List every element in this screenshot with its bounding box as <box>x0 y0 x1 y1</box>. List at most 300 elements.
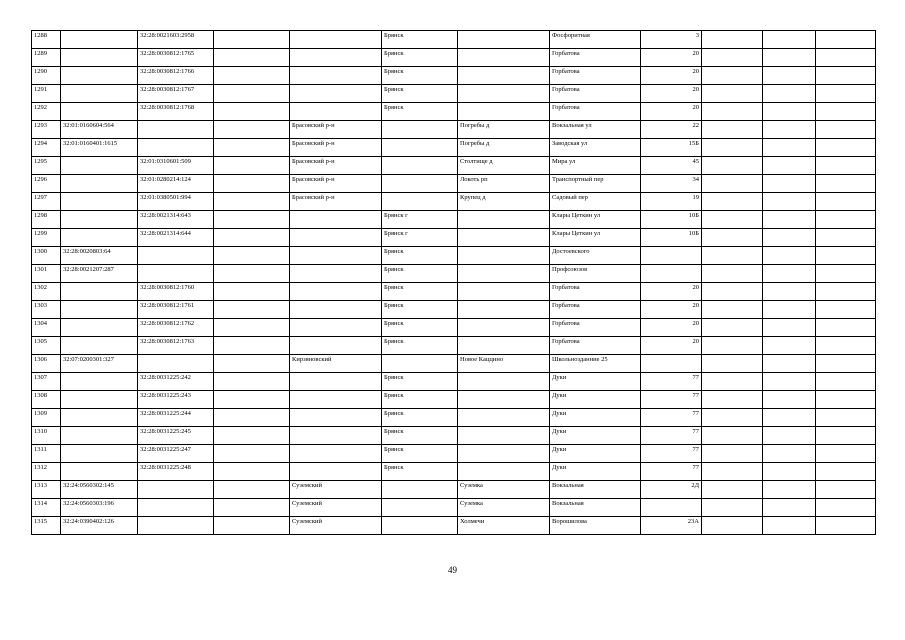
settlement-cell: Погребы д <box>458 121 550 139</box>
district-cell <box>290 427 382 445</box>
empty-cell <box>702 121 763 139</box>
empty-cell <box>702 319 763 337</box>
row-id-cell: 1298 <box>32 211 61 229</box>
empty-cell <box>214 337 290 355</box>
cadastral-number-cell: 32:24:0390402:126 <box>61 517 138 535</box>
empty-cell <box>214 373 290 391</box>
house-number-cell: 20 <box>641 67 702 85</box>
table-row <box>32 247 876 265</box>
empty-cell <box>763 49 816 67</box>
city-cell <box>382 517 458 535</box>
street-cell: Заводская ул <box>550 139 641 157</box>
settlement-cell <box>458 247 550 265</box>
house-number-cell: 20 <box>641 283 702 301</box>
cadastral-number-alt-cell <box>138 247 214 265</box>
street-cell: Школьнозданние 25 <box>550 355 641 373</box>
cadastral-number-alt-cell: 32:28:0021603:2958 <box>138 31 214 49</box>
table-row <box>32 175 876 193</box>
row-id-cell: 1302 <box>32 283 61 301</box>
table-row <box>32 463 876 481</box>
empty-cell <box>214 247 290 265</box>
empty-cell <box>816 463 876 481</box>
empty-cell <box>702 391 763 409</box>
cadastral-number-cell <box>61 175 138 193</box>
empty-cell <box>214 85 290 103</box>
empty-cell <box>763 301 816 319</box>
empty-cell <box>702 49 763 67</box>
district-cell <box>290 265 382 283</box>
empty-cell <box>702 427 763 445</box>
house-number-cell: 23А <box>641 517 702 535</box>
empty-cell <box>763 229 816 247</box>
house-number-cell: 77 <box>641 373 702 391</box>
empty-cell <box>702 175 763 193</box>
settlement-cell: Новое Каццино <box>458 355 550 373</box>
house-number-cell: 77 <box>641 391 702 409</box>
city-cell: Брянск <box>382 391 458 409</box>
settlement-cell <box>458 391 550 409</box>
city-cell <box>382 193 458 211</box>
house-number-cell: 22 <box>641 121 702 139</box>
city-cell: Брянск г <box>382 229 458 247</box>
cadastral-number-alt-cell: 32:28:0030812:1762 <box>138 319 214 337</box>
district-cell <box>290 409 382 427</box>
cadastral-number-cell <box>61 427 138 445</box>
cadastral-number-alt-cell: 32:28:0030812:1765 <box>138 49 214 67</box>
cadastral-number-alt-cell <box>138 121 214 139</box>
cadastral-number-alt-cell: 32:28:0030812:1763 <box>138 337 214 355</box>
empty-cell <box>214 463 290 481</box>
empty-cell <box>214 391 290 409</box>
cadastral-number-cell: 32:24:0560302:145 <box>61 481 138 499</box>
table-row <box>32 355 876 373</box>
house-number-cell <box>641 499 702 517</box>
city-cell <box>382 481 458 499</box>
empty-cell <box>816 517 876 535</box>
district-cell <box>290 319 382 337</box>
district-cell <box>290 85 382 103</box>
city-cell: Брянск <box>382 427 458 445</box>
empty-cell <box>763 283 816 301</box>
street-cell: Мира ул <box>550 157 641 175</box>
street-cell: Горбатова <box>550 337 641 355</box>
empty-cell <box>763 409 816 427</box>
empty-cell <box>214 31 290 49</box>
house-number-cell: 3 <box>641 31 702 49</box>
empty-cell <box>702 211 763 229</box>
settlement-cell <box>458 301 550 319</box>
table-row <box>32 139 876 157</box>
cadastral-number-alt-cell: 32:28:0031225:247 <box>138 445 214 463</box>
empty-cell <box>702 445 763 463</box>
cadastral-number-cell <box>61 157 138 175</box>
city-cell <box>382 157 458 175</box>
street-cell: Садовый пер <box>550 193 641 211</box>
city-cell: Брянск <box>382 373 458 391</box>
empty-cell <box>214 427 290 445</box>
empty-cell <box>702 283 763 301</box>
table-row <box>32 49 876 67</box>
row-id-cell: 1313 <box>32 481 61 499</box>
register-table <box>31 30 876 535</box>
house-number-cell: 20 <box>641 103 702 121</box>
cadastral-number-cell <box>61 391 138 409</box>
district-cell <box>290 103 382 121</box>
empty-cell <box>214 193 290 211</box>
empty-cell <box>816 427 876 445</box>
settlement-cell <box>458 31 550 49</box>
empty-cell <box>816 247 876 265</box>
empty-cell <box>816 283 876 301</box>
cadastral-number-alt-cell: 32:28:0030812:1761 <box>138 301 214 319</box>
cadastral-number-cell <box>61 49 138 67</box>
empty-cell <box>763 319 816 337</box>
city-cell <box>382 121 458 139</box>
empty-cell <box>702 265 763 283</box>
empty-cell <box>702 463 763 481</box>
empty-cell <box>816 481 876 499</box>
empty-cell <box>816 175 876 193</box>
row-id-cell: 1314 <box>32 499 61 517</box>
row-id-cell: 1288 <box>32 31 61 49</box>
cadastral-number-cell: 32:07:0200301:327 <box>61 355 138 373</box>
cadastral-number-cell <box>61 337 138 355</box>
empty-cell <box>763 355 816 373</box>
empty-cell <box>816 229 876 247</box>
street-cell: Профсоюзов <box>550 265 641 283</box>
empty-cell <box>214 211 290 229</box>
empty-cell <box>214 481 290 499</box>
cadastral-number-cell <box>61 193 138 211</box>
city-cell: Брянск <box>382 247 458 265</box>
empty-cell <box>214 157 290 175</box>
house-number-cell: 19 <box>641 193 702 211</box>
empty-cell <box>763 211 816 229</box>
city-cell: Брянск <box>382 103 458 121</box>
house-number-cell: 20 <box>641 319 702 337</box>
empty-cell <box>816 31 876 49</box>
empty-cell <box>816 373 876 391</box>
district-cell <box>290 283 382 301</box>
cadastral-number-cell <box>61 67 138 85</box>
settlement-cell <box>458 283 550 301</box>
row-id-cell: 1295 <box>32 157 61 175</box>
empty-cell <box>816 67 876 85</box>
district-cell <box>290 67 382 85</box>
empty-cell <box>816 337 876 355</box>
table-row <box>32 31 876 49</box>
city-cell: Брянск <box>382 301 458 319</box>
table-row <box>32 85 876 103</box>
cadastral-number-alt-cell <box>138 265 214 283</box>
cadastral-number-cell <box>61 409 138 427</box>
cadastral-number-alt-cell: 32:28:0021314:644 <box>138 229 214 247</box>
cadastral-number-alt-cell <box>138 499 214 517</box>
row-id-cell: 1305 <box>32 337 61 355</box>
row-id-cell: 1312 <box>32 463 61 481</box>
settlement-cell <box>458 67 550 85</box>
city-cell <box>382 355 458 373</box>
empty-cell <box>702 31 763 49</box>
street-cell: Фосфоритная <box>550 31 641 49</box>
settlement-cell <box>458 445 550 463</box>
city-cell <box>382 175 458 193</box>
cadastral-number-cell <box>61 103 138 121</box>
city-cell: Брянск г <box>382 211 458 229</box>
district-cell: Суземский <box>290 481 382 499</box>
empty-cell <box>763 463 816 481</box>
table-row <box>32 103 876 121</box>
cadastral-number-alt-cell <box>138 355 214 373</box>
district-cell: Брасовский р-н <box>290 175 382 193</box>
street-cell: Горбатова <box>550 301 641 319</box>
cadastral-number-cell: 32:28:0020803:64 <box>61 247 138 265</box>
street-cell: Горбатова <box>550 85 641 103</box>
city-cell: Брянск <box>382 319 458 337</box>
street-cell: Дуки <box>550 427 641 445</box>
house-number-cell <box>641 355 702 373</box>
table-row <box>32 319 876 337</box>
empty-cell <box>763 445 816 463</box>
table-row <box>32 373 876 391</box>
cadastral-number-cell: 32:01:0160604:564 <box>61 121 138 139</box>
district-cell <box>290 247 382 265</box>
empty-cell <box>763 175 816 193</box>
cadastral-number-cell <box>61 85 138 103</box>
settlement-cell: Суземка <box>458 499 550 517</box>
empty-cell <box>214 49 290 67</box>
empty-cell <box>702 229 763 247</box>
house-number-cell: 77 <box>641 409 702 427</box>
settlement-cell: Суземка <box>458 481 550 499</box>
empty-cell <box>702 67 763 85</box>
empty-cell <box>763 157 816 175</box>
empty-cell <box>816 445 876 463</box>
row-id-cell: 1304 <box>32 319 61 337</box>
street-cell: Дуки <box>550 409 641 427</box>
empty-cell <box>816 265 876 283</box>
table-row <box>32 283 876 301</box>
empty-cell <box>816 499 876 517</box>
row-id-cell: 1296 <box>32 175 61 193</box>
table-row <box>32 499 876 517</box>
district-cell: Суземский <box>290 517 382 535</box>
row-id-cell: 1307 <box>32 373 61 391</box>
street-cell: Горбатова <box>550 319 641 337</box>
row-id-cell: 1310 <box>32 427 61 445</box>
city-cell: Брянск <box>382 31 458 49</box>
table-row <box>32 67 876 85</box>
settlement-cell <box>458 103 550 121</box>
cadastral-number-cell <box>61 229 138 247</box>
cadastral-number-alt-cell: 32:28:0030812:1768 <box>138 103 214 121</box>
city-cell: Брянск <box>382 49 458 67</box>
row-id-cell: 1315 <box>32 517 61 535</box>
district-cell <box>290 445 382 463</box>
district-cell <box>290 211 382 229</box>
table-row <box>32 211 876 229</box>
street-cell: Вокзальная <box>550 499 641 517</box>
street-cell: Горбатова <box>550 103 641 121</box>
house-number-cell <box>641 247 702 265</box>
empty-cell <box>763 499 816 517</box>
table-row <box>32 337 876 355</box>
empty-cell <box>702 103 763 121</box>
settlement-cell <box>458 211 550 229</box>
cadastral-number-alt-cell: 32:28:0030812:1760 <box>138 283 214 301</box>
house-number-cell: 20 <box>641 85 702 103</box>
district-cell <box>290 373 382 391</box>
empty-cell <box>816 319 876 337</box>
row-id-cell: 1306 <box>32 355 61 373</box>
street-cell: Дуки <box>550 445 641 463</box>
table-row <box>32 481 876 499</box>
settlement-cell: Холмечи <box>458 517 550 535</box>
street-cell: Горбатова <box>550 49 641 67</box>
empty-cell <box>763 103 816 121</box>
street-cell: Транспортный пер <box>550 175 641 193</box>
street-cell: Достоевского <box>550 247 641 265</box>
cadastral-number-alt-cell: 32:01:0280214:124 <box>138 175 214 193</box>
street-cell: Клары Цеткин ул <box>550 229 641 247</box>
cadastral-number-alt-cell: 32:28:0031225:245 <box>138 427 214 445</box>
table-row <box>32 445 876 463</box>
empty-cell <box>763 265 816 283</box>
empty-cell <box>816 103 876 121</box>
district-cell: Суземский <box>290 499 382 517</box>
cadastral-number-cell <box>61 283 138 301</box>
district-cell <box>290 337 382 355</box>
district-cell: Брасовский р-н <box>290 139 382 157</box>
empty-cell <box>214 229 290 247</box>
cadastral-number-cell <box>61 463 138 481</box>
cadastral-number-cell <box>61 319 138 337</box>
empty-cell <box>763 193 816 211</box>
empty-cell <box>816 211 876 229</box>
empty-cell <box>214 445 290 463</box>
settlement-cell <box>458 265 550 283</box>
empty-cell <box>816 85 876 103</box>
cadastral-number-cell: 32:24:0560303:196 <box>61 499 138 517</box>
empty-cell <box>214 355 290 373</box>
cadastral-number-alt-cell: 32:28:0031225:242 <box>138 373 214 391</box>
row-id-cell: 1311 <box>32 445 61 463</box>
settlement-cell: Крупец д <box>458 193 550 211</box>
row-id-cell: 1297 <box>32 193 61 211</box>
table-row <box>32 229 876 247</box>
city-cell <box>382 499 458 517</box>
street-cell: Дуки <box>550 373 641 391</box>
district-cell <box>290 49 382 67</box>
empty-cell <box>763 373 816 391</box>
district-cell <box>290 229 382 247</box>
city-cell: Брянск <box>382 409 458 427</box>
street-cell: Дуки <box>550 463 641 481</box>
settlement-cell: Столтище д <box>458 157 550 175</box>
district-cell: Брасовский р-н <box>290 193 382 211</box>
empty-cell <box>702 301 763 319</box>
house-number-cell: 20 <box>641 337 702 355</box>
house-number-cell: 20 <box>641 301 702 319</box>
house-number-cell: 20 <box>641 49 702 67</box>
district-cell: Брасовский р-н <box>290 157 382 175</box>
empty-cell <box>816 157 876 175</box>
cadastral-number-cell <box>61 301 138 319</box>
district-cell <box>290 463 382 481</box>
settlement-cell <box>458 409 550 427</box>
house-number-cell <box>641 265 702 283</box>
city-cell: Брянск <box>382 283 458 301</box>
empty-cell <box>763 121 816 139</box>
empty-cell <box>214 319 290 337</box>
empty-cell <box>214 67 290 85</box>
cadastral-number-alt-cell: 32:28:0031225:248 <box>138 463 214 481</box>
settlement-cell: Локоть рп <box>458 175 550 193</box>
city-cell: Брянск <box>382 463 458 481</box>
cadastral-number-alt-cell: 32:01:0310601:509 <box>138 157 214 175</box>
empty-cell <box>214 103 290 121</box>
table-row <box>32 391 876 409</box>
empty-cell <box>763 85 816 103</box>
cadastral-number-alt-cell <box>138 517 214 535</box>
row-id-cell: 1292 <box>32 103 61 121</box>
city-cell: Брянск <box>382 337 458 355</box>
empty-cell <box>763 67 816 85</box>
empty-cell <box>214 301 290 319</box>
empty-cell <box>702 193 763 211</box>
cadastral-number-cell <box>61 211 138 229</box>
empty-cell <box>816 139 876 157</box>
street-cell: Горбатова <box>550 67 641 85</box>
house-number-cell: 34 <box>641 175 702 193</box>
cadastral-number-alt-cell: 32:28:0031225:243 <box>138 391 214 409</box>
empty-cell <box>763 139 816 157</box>
empty-cell <box>816 121 876 139</box>
settlement-cell <box>458 427 550 445</box>
table-row <box>32 157 876 175</box>
row-id-cell: 1301 <box>32 265 61 283</box>
row-id-cell: 1289 <box>32 49 61 67</box>
city-cell: Брянск <box>382 265 458 283</box>
empty-cell <box>214 499 290 517</box>
house-number-cell: 10Б <box>641 229 702 247</box>
empty-cell <box>214 175 290 193</box>
cadastral-number-cell <box>61 445 138 463</box>
empty-cell <box>763 391 816 409</box>
district-cell <box>290 301 382 319</box>
empty-cell <box>214 283 290 301</box>
table-row <box>32 121 876 139</box>
row-id-cell: 1309 <box>32 409 61 427</box>
settlement-cell <box>458 463 550 481</box>
settlement-cell: Погребы д <box>458 139 550 157</box>
empty-cell <box>702 85 763 103</box>
settlement-cell <box>458 85 550 103</box>
settlement-cell <box>458 337 550 355</box>
empty-cell <box>702 409 763 427</box>
table-row <box>32 265 876 283</box>
empty-cell <box>702 157 763 175</box>
settlement-cell <box>458 229 550 247</box>
cadastral-number-cell <box>61 373 138 391</box>
empty-cell <box>702 139 763 157</box>
cadastral-number-alt-cell: 32:28:0031225:244 <box>138 409 214 427</box>
settlement-cell <box>458 319 550 337</box>
settlement-cell <box>458 373 550 391</box>
cadastral-number-alt-cell: 32:28:0030812:1766 <box>138 67 214 85</box>
house-number-cell: 77 <box>641 463 702 481</box>
cadastral-number-alt-cell: 32:28:0030812:1767 <box>138 85 214 103</box>
